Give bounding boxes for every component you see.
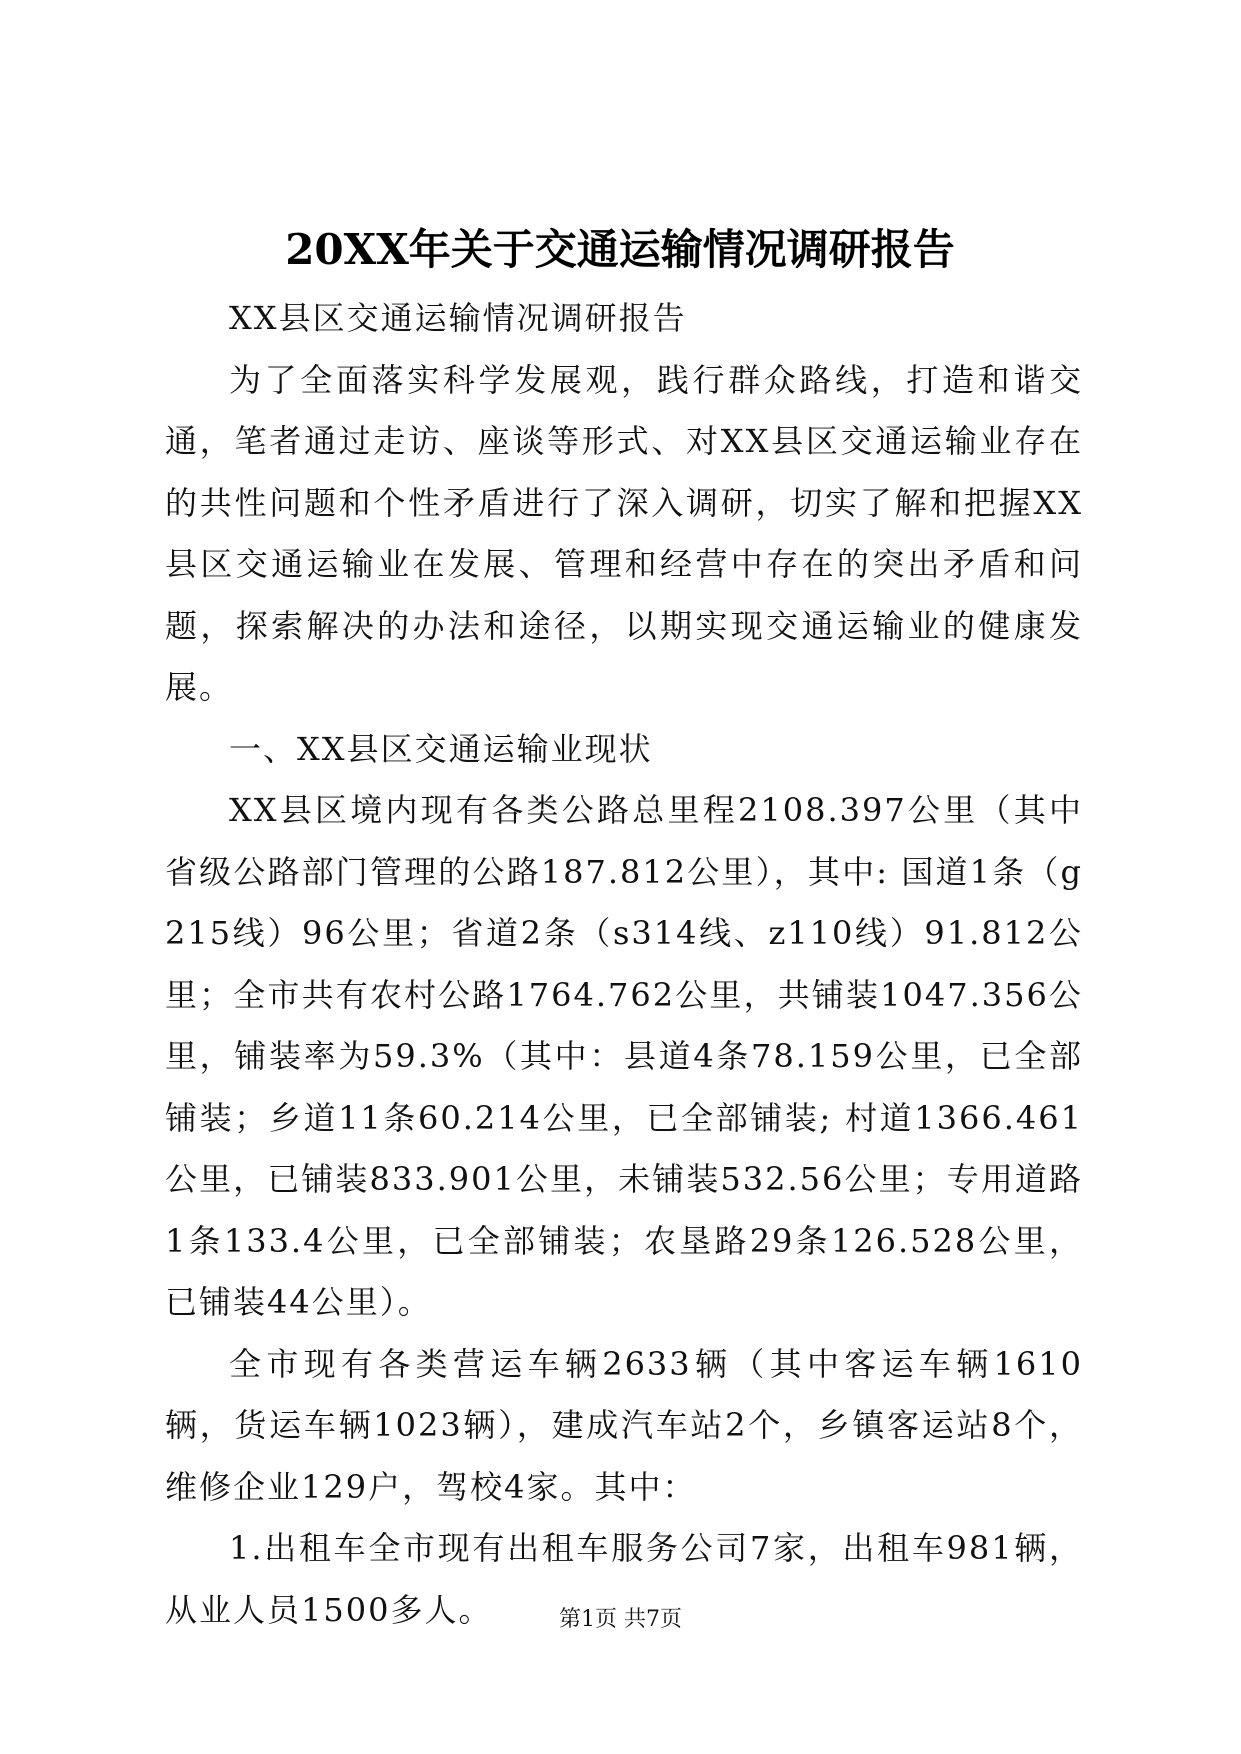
paragraph-vehicles: 全市现有各类营运车辆2633辆（其中客运车辆1610辆，货运车辆1023辆），建成汽车站2个，乡镇客运站8个，维修企业129户，驾校4家。其中：: [165, 1344, 1083, 1506]
document-body: [165, 220, 1083, 1641]
paragraph-taxi: 1.出租车全市现有出租车服务公司7家，出租车981辆，从业人员1500多人。: [165, 1529, 1083, 1629]
section-heading-status: 一、XX县区交通运输业现状: [229, 729, 653, 768]
paragraph-road-mileage: XX县区境内现有各类公路总里程2108.397公里（其中省级公路部门管理的公路187.812公里），其中: 国道1条（g215线）96公里；省道2条（s314线、z110线）91.812公里；全市共有农村公路1764.762公里，共铺装1047.356公里，铺装率为59.3%（其中：县道4条78.159公里，已全部铺装；乡道11条60.214公里，已全部铺装; 村道1366.461公里，已铺装833.901公里，未铺装532.56公里；专用道路1条133.4公里，已全部铺装；农垦路29条126.528公里，已铺装44公里）。: [165, 791, 1083, 1321]
page-number-footer: 第1页 共7页: [559, 1607, 682, 1632]
document-title: 20XX年关于交通运输情况调研报告: [285, 225, 955, 274]
paragraph-introduction: 为了全面落实科学发展观，践行群众路线，打造和谐交通，笔者通过走访、座谈等形式、对XX县区交通运输业存在的共性问题和个性矛盾进行了深入调研，切实了解和把握XX县区交通运输业在发展、管理和经营中存在的突出矛盾和问题，探索解决的办法和途径，以期实现交通运输业的健康发展。: [165, 360, 1083, 706]
paragraph-subtitle: XX县区交通运输情况调研报告: [229, 299, 687, 337]
